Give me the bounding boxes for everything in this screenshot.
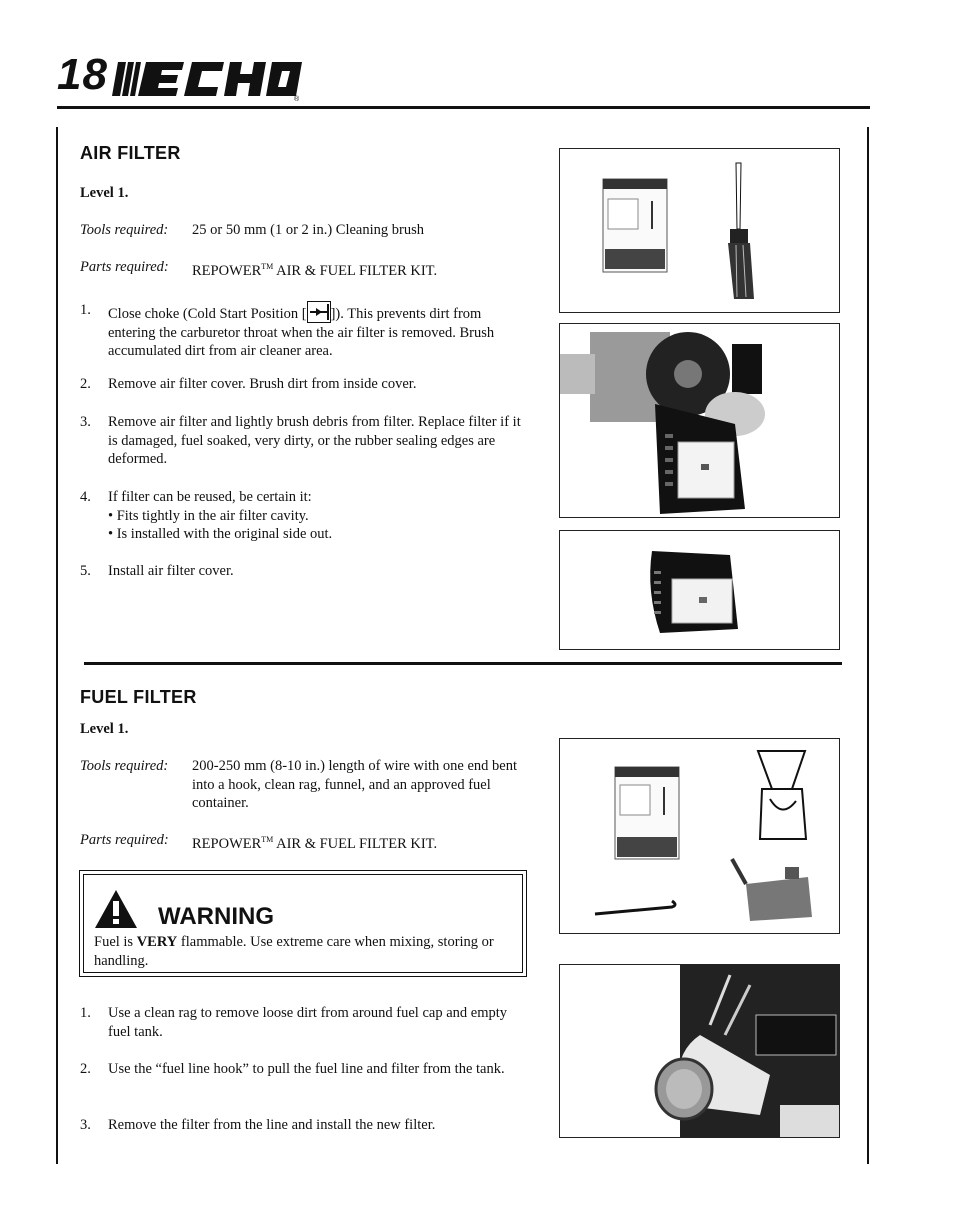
air-filter-cover-image — [559, 530, 840, 650]
section-divider — [84, 662, 842, 665]
right-margin-rule — [867, 127, 869, 1164]
warning-triangle-icon — [94, 889, 138, 929]
fuel-step-1: 1. Use a clean rag to remove loose dirt from around fuel cap and empty fuel tank. — [80, 1005, 508, 1040]
fuel-filter-tools: Tools required: 200-250 mm (8-10 in.) length of wire with one end bent into a hook, clean rag, funnel, and an approved fuel container. — [80, 758, 517, 811]
fuel-filter-level: Level 1. — [80, 721, 129, 737]
air-step-3: 3. Remove air filter and lightly brush debris from filter. Replace filter if it is damaged, fuel soaked, very dirty, or the rubber sealing edges are deformed. — [80, 414, 521, 467]
air-filter-level: Level 1. — [80, 185, 129, 201]
bullet-item: • Is installed with the original side out. — [108, 526, 333, 542]
air-step-5: 5. Install air filter cover. — [80, 563, 234, 579]
fuel-filter-title: FUEL FILTER — [80, 687, 197, 707]
air-step-4: 4. If filter can be reused, be certain it: • Fits tightly in the air filter cavity. • Is installed with the original side out. — [80, 489, 333, 542]
fuel-tools-image — [559, 738, 840, 934]
fuel-tank-engine-image — [559, 964, 840, 1138]
warning-box — [79, 870, 527, 977]
left-margin-rule — [56, 127, 58, 1164]
bullet-item: • Fits tightly in the air filter cavity. — [108, 507, 309, 524]
choke-cold-start-icon — [307, 301, 331, 323]
echo-logo — [112, 56, 304, 102]
warning-title: WARNING — [158, 903, 274, 930]
air-filter-title: AIR FILTER — [80, 143, 181, 163]
air-step-1: 1. Close choke (Cold Start Position [ ]). This prevents dirt from entering the carburetor throat when the air filter is removed. Brush accumulated dirt from air cleaner area. — [80, 302, 495, 359]
air-step-2: 2. Remove air filter cover. Brush dirt from inside cover. — [80, 376, 417, 392]
header-rule — [57, 106, 870, 109]
air-filter-cover-on-engine-image — [559, 323, 840, 518]
page-number: 18 — [57, 50, 108, 99]
svg-text:®: ® — [294, 96, 300, 102]
fuel-step-3: 3. Remove the filter from the line and install the new filter. — [80, 1117, 436, 1133]
fuel-step-2: 2. Use the “fuel line hook” to pull the fuel line and filter from the tank. — [80, 1061, 505, 1077]
air-filter-parts: Parts required: REPOWER™ AIR & FUEL FILTER KIT. — [80, 259, 438, 279]
air-kit-and-brush-image — [559, 148, 840, 313]
fuel-filter-parts: Parts required: REPOWER™ AIR & FUEL FILTER KIT. — [80, 832, 438, 852]
air-filter-tools: Tools required: 25 or 50 mm (1 or 2 in.) Cleaning brush — [80, 222, 424, 238]
warning-text: Fuel is VERY flammable. Use extreme care when mixing, storing or handling. — [94, 934, 494, 969]
